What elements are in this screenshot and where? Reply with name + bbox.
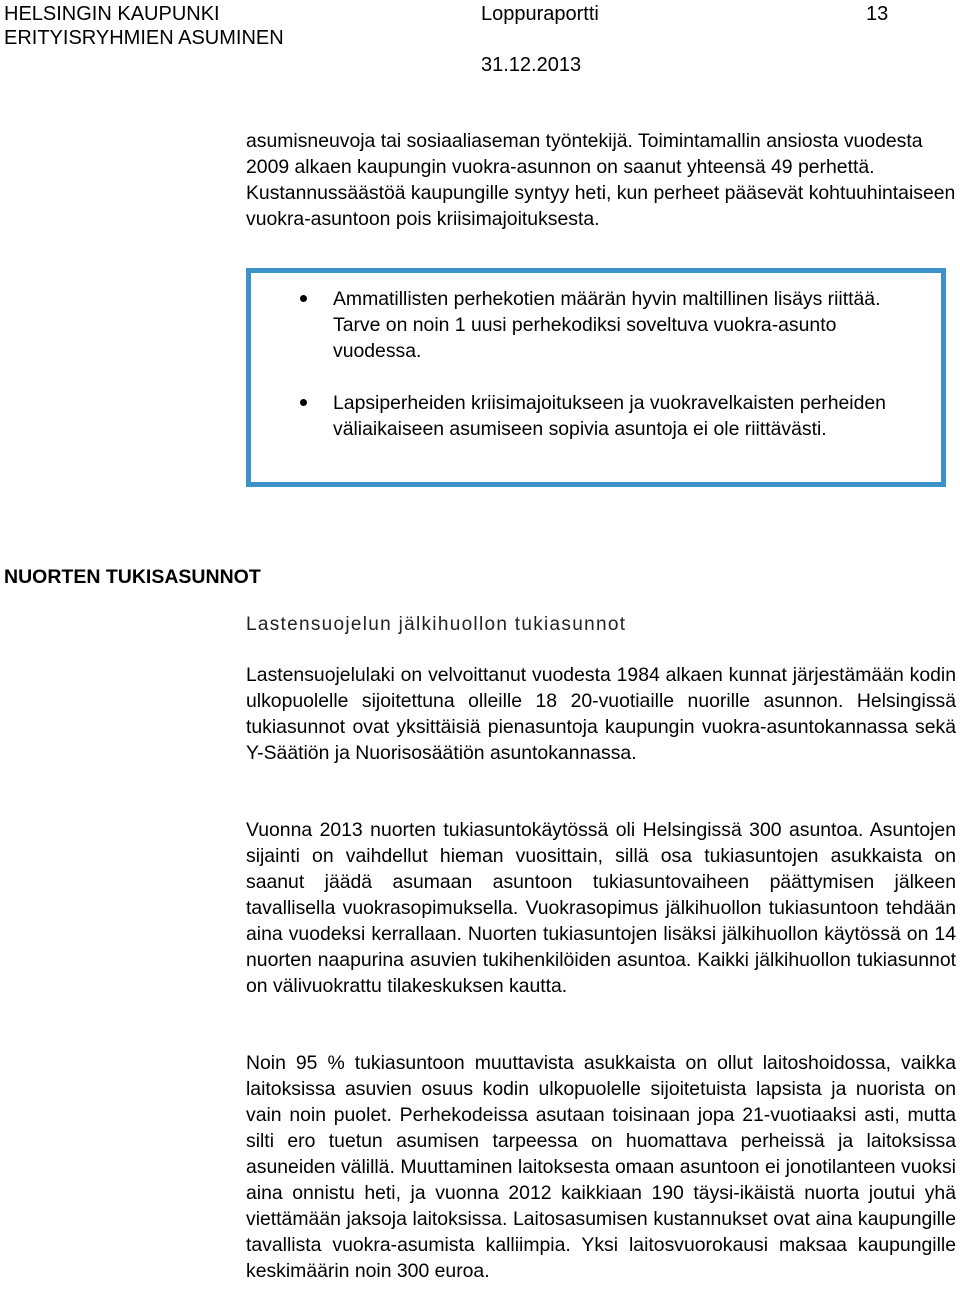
callout-box	[246, 268, 946, 487]
body-paragraph: Vuonna 2013 nuorten tukiasuntokäytössä oli Helsingissä 300 asuntoa. Asuntojen sijainti on vaihdellut hieman vuosittain, sillä osa tukiasuntojen asukkaista on saanut jäädä asumaan asuntoon tukiasuntovaiheen päättymisen jälkeen tavallisella vuokrasopimuksella. Vuokrasopimus jälkihuollon tukiasuntoon tehdään aina vuodeksi kerrallaan. Nuorten tukiasuntojen lisäksi jälkihuollon käytössä on 14 nuorten naapurina asuvien tukihenkilöiden asuntoa. Kaikki jälkihuollon tukiasunnot on välivuokrattu tilakeskuksen kautta.	[246, 819, 956, 997]
callout-item-text: Lapsiperheiden kriisimajoitukseen ja vuokravelkaisten perheiden väliaikaiseen asumiseen sopivia asuntoja ei ole riittävästi.	[333, 392, 886, 440]
body-paragraph: Lastensuojelulaki on velvoittanut vuodesta 1984 alkaen kunnat järjestämään kodin ulkopuolelle sijoitettuna olleille 18 20-vuotiaille nuorille asunnon. Helsingissä tukiasunnot ovat yksittäisiä pienasuntoja kaupungin vuokra-asuntokannassa sekä Y-Säätiön ja Nuorisosäätiön asuntokannassa.	[246, 664, 956, 764]
callout-item-text: Ammatillisten perhekotien määrän hyvin maltillinen lisäys riittää. Tarve on noin 1 uusi perhekodiksi soveltuva vuokra-asunto vuodessa.	[333, 288, 881, 362]
header-report-title: Loppuraportti	[481, 3, 599, 25]
header-department: ERITYISRYHMIEN ASUMINEN	[4, 27, 284, 49]
bullet-icon	[300, 399, 307, 406]
header-organization: HELSINGIN KAUPUNKI	[4, 3, 220, 25]
header-date: 31.12.2013	[481, 54, 582, 76]
section-heading: NUORTEN TUKISASUNNOT	[4, 566, 261, 588]
header-page-number: 13	[866, 3, 889, 25]
body-paragraph: Noin 95 % tukiasuntoon muuttavista asukkaista on ollut laitoshoidossa, vaikka laitoksissa asuvien osuus kodin ulkopuolelle sijoitetuista lapsista ja nuorista on vain noin puolet. Perhekodeissa asutaan toisinaan jopa 21-vuotiaaksi asti, mutta silti ero tuetun asumisen tarpeessa on huomattava perheissä ja laitoksissa asuneiden välillä. Muuttaminen laitoksesta omaan asuntoon ei jonotilanteen vuoksi aina onnistu heti, ja vuonna 2012 kaikkiaan 190 täysi-ikäistä nuorta joutui yhä viettämään jaksoja laitoksissa. Laitosasumisen kustannukset ovat aina kaupungille tavallista vuokra-asumista kalliimpia. Yksi laitosvuorokausi maksaa kaupungille keskimäärin noin 300 euroa.	[246, 1052, 956, 1282]
sub-heading: Lastensuojelun jälkihuollon tukiasunnot	[246, 614, 627, 635]
callout-list-item	[333, 390, 923, 442]
intro-paragraph: asumisneuvoja tai sosiaaliaseman työntekijä. Toimintamallin ansiosta vuodesta 2009 alkaen kaupungin vuokra-asunnon on saanut yhteensä 49 perhettä. Kustannussäästöä kaupungille syntyy heti, kun perheet pääsevät kohtuuhintaiseen vuokra-asuntoon pois kriisimajoituksesta.	[246, 130, 956, 230]
callout-list-item	[333, 286, 923, 364]
bullet-icon	[300, 295, 307, 302]
